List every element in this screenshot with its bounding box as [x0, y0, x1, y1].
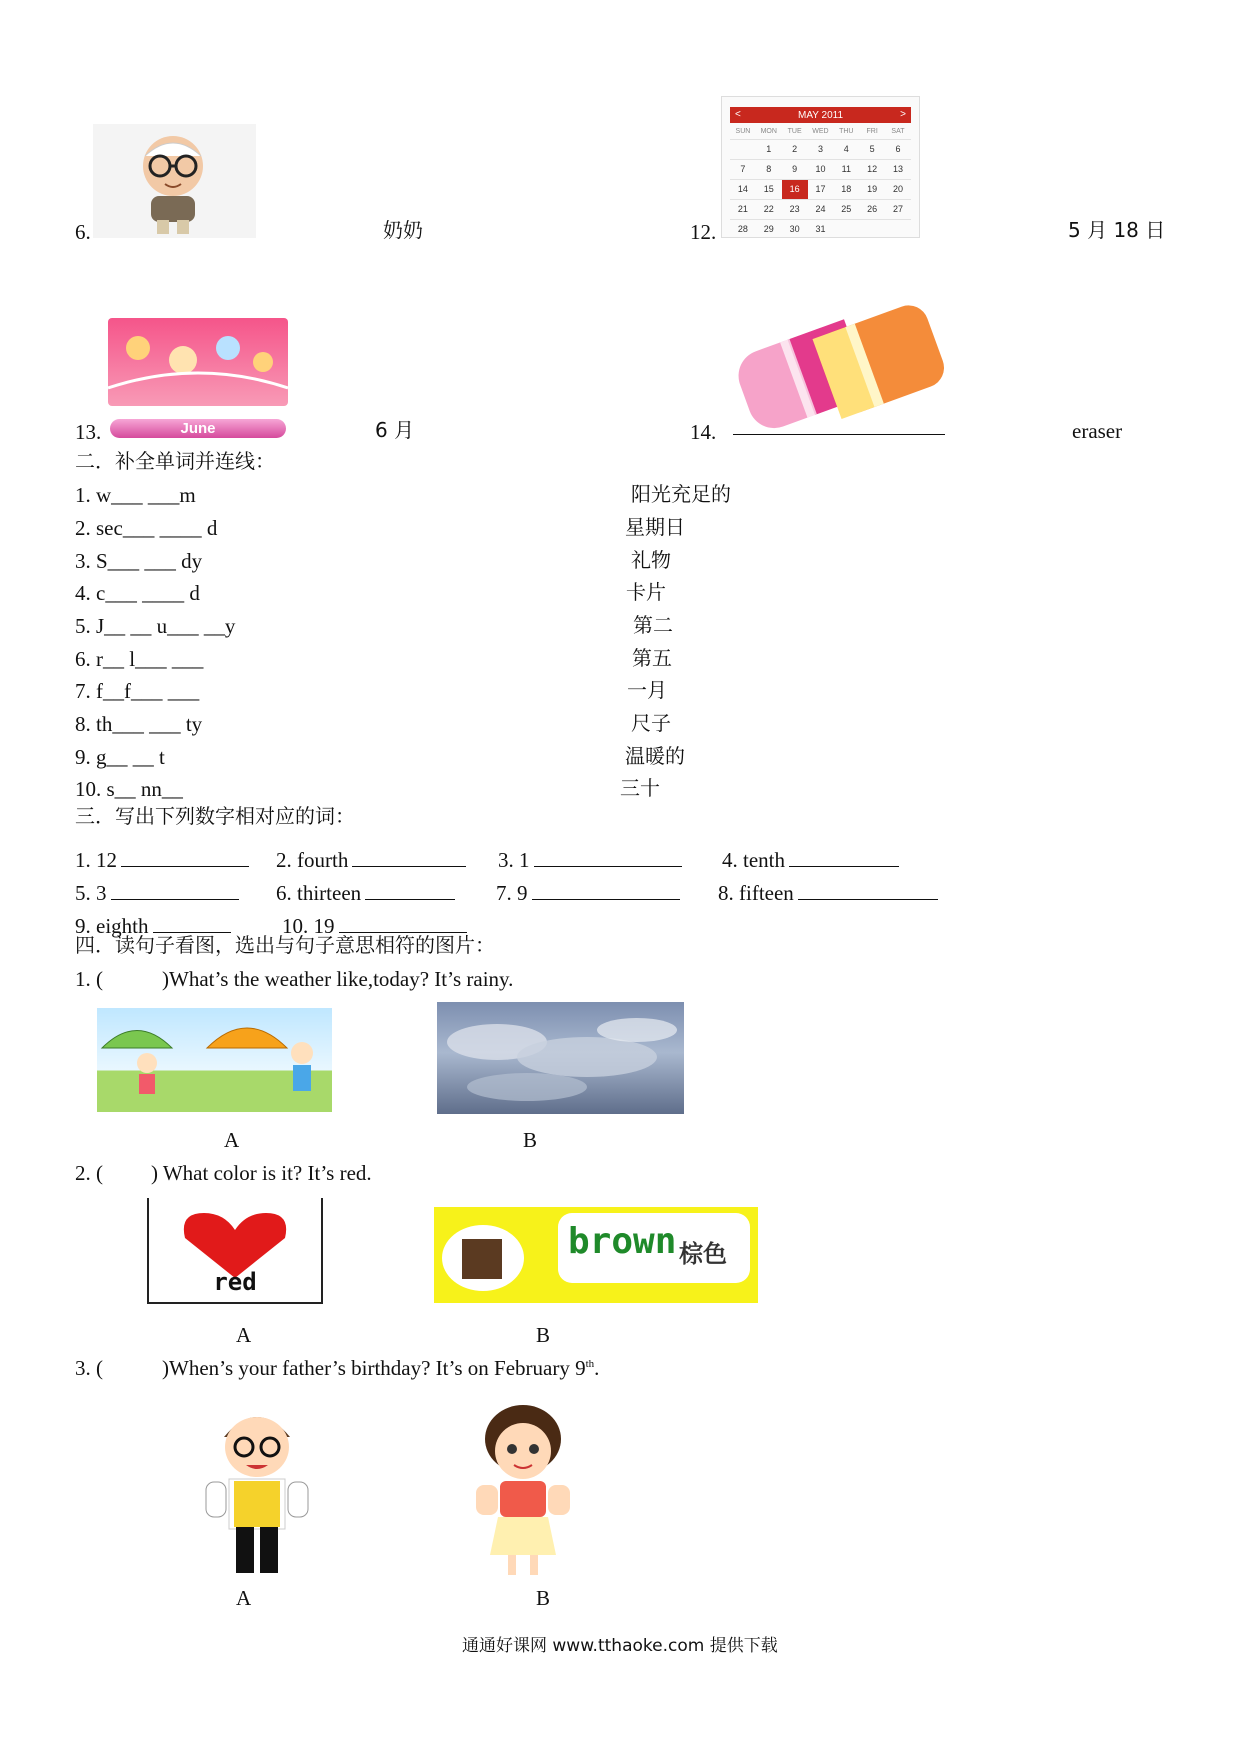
calendar-weekday: TUE [787, 128, 802, 135]
calendar-grid [730, 125, 911, 238]
calendar-day: 20 [892, 184, 903, 194]
calendar-week-row [730, 139, 911, 159]
calendar-month: MAY 2011 [797, 110, 844, 121]
section-2-heading: 二．补全单词并连线： [75, 449, 275, 473]
match-meaning-item: 礼物 [631, 548, 671, 572]
match-meaning-item: 温暖的 [625, 744, 685, 768]
calendar-day: 23 [789, 204, 800, 214]
match-meaning-item: 一月 [627, 678, 667, 702]
answer-line[interactable] [121, 865, 249, 867]
q3-image-a-father[interactable] [194, 1397, 320, 1577]
calendar-weekday: MON [760, 128, 777, 135]
calendar-day: 22 [763, 204, 774, 214]
q2-image-b-brown[interactable] [434, 1207, 758, 1303]
q2-image-a-word: red [213, 1268, 257, 1296]
answer-line[interactable] [789, 865, 899, 867]
q2-prefix: 2. ( [75, 1161, 103, 1185]
match-meaning-item: 阳光充足的 [631, 482, 731, 506]
calendar-week-row [730, 179, 911, 199]
calendar-week-row [730, 199, 911, 219]
number-word-item [498, 850, 682, 871]
fill-word-item: 10. s__ nn__ [75, 777, 183, 801]
calendar-day: 1 [766, 144, 772, 154]
number-word-item [75, 883, 239, 904]
calendar-day: 15 [763, 184, 774, 194]
fill-word-item: 6. r__ l___ ___ [75, 647, 204, 671]
number-word-item [496, 883, 680, 904]
brown-swatch [462, 1239, 502, 1279]
number-word-item [75, 850, 249, 871]
calendar-next-icon: > [900, 109, 906, 120]
calendar-day [833, 220, 859, 238]
fill-word-item: 7. f__f___ ___ [75, 679, 200, 703]
calendar-day: 28 [737, 224, 748, 234]
calendar-day: 9 [792, 164, 798, 174]
number-word-label: 6. thirteen [276, 881, 362, 905]
eraser-image [733, 292, 953, 440]
item-13-word: 6 月 [375, 418, 415, 442]
q1-label-b: B [523, 1128, 538, 1152]
calendar-day [859, 220, 885, 238]
calendar-day: 7 [740, 164, 746, 174]
calendar-weekday: FRI [866, 128, 878, 135]
q3-text-main: )When’s your father’s birthday? It’s on February 9 [162, 1356, 586, 1380]
calendar-day: 3 [817, 144, 823, 154]
june-image [108, 318, 288, 440]
calendar-day [730, 140, 756, 159]
number-word-label: 9. eighth [75, 914, 149, 938]
number-word-label: 4. tenth [722, 848, 785, 872]
answer-line[interactable] [532, 898, 680, 900]
calendar-header [730, 107, 911, 123]
calendar-day: 16 [782, 180, 808, 199]
match-meaning-item: 星期日 [625, 515, 685, 539]
calendar-day: 21 [737, 204, 748, 214]
calendar-day: 13 [892, 164, 903, 174]
calendar-day: 29 [763, 224, 774, 234]
fill-word-item: 3. S___ ___ dy [75, 549, 203, 573]
calendar-day: 4 [843, 144, 849, 154]
calendar-day: 8 [766, 164, 772, 174]
q1-prefix: 1. ( [75, 967, 103, 991]
answer-line[interactable] [352, 865, 466, 867]
grandpa-image [93, 124, 256, 238]
fill-word-item: 4. c___ ____ d [75, 581, 200, 605]
section-4-heading: 四．读句子看图，选出与句子意思相符的图片： [75, 933, 495, 957]
q3-text-end: . [594, 1356, 600, 1380]
section-3-heading: 三．写出下列数字相对应的词： [75, 804, 355, 828]
q1-image-a-rainy[interactable] [97, 1008, 332, 1112]
number-word-label: 3. 1 [498, 848, 530, 872]
number-word-label: 7. 9 [496, 881, 528, 905]
calendar-day: 14 [737, 184, 748, 194]
calendar-day: 25 [841, 204, 852, 214]
calendar-day: 10 [815, 164, 826, 174]
june-banner: June [110, 419, 286, 438]
calendar-day: 17 [815, 184, 826, 194]
item-12-number: 12. [690, 220, 717, 244]
number-word-item [276, 850, 466, 871]
q3-label-b: B [536, 1586, 551, 1610]
fill-word-item: 8. th___ ___ ty [75, 712, 203, 736]
q3-text [162, 1358, 599, 1379]
item-13-number: 13. [75, 420, 102, 444]
calendar-day: 24 [815, 204, 826, 214]
calendar-day: 26 [867, 204, 878, 214]
number-word-item [276, 883, 455, 904]
calendar-weekday: WED [812, 128, 829, 135]
q3-label-a: A [236, 1586, 252, 1610]
item-14-number: 14. [690, 420, 717, 444]
q3-text-sup: th [585, 1358, 595, 1370]
q2-label-a: A [236, 1323, 252, 1347]
calendar-weekday: SAT [891, 128, 905, 135]
calendar-day: 2 [792, 144, 798, 154]
item-12-word: 5 月 18 日 [1068, 218, 1166, 242]
calendar-day: 31 [815, 224, 826, 234]
calendar-week-row [730, 159, 911, 179]
footer: 通通好课网 www.tthaoke.com 提供下载 [462, 1636, 778, 1656]
answer-line[interactable] [111, 898, 239, 900]
calendar-day: 30 [789, 224, 800, 234]
q2-label-b: B [536, 1323, 551, 1347]
number-word-item [718, 883, 938, 904]
number-word-label: 10. 19 [282, 914, 335, 938]
calendar-day [885, 220, 911, 238]
q2-image-b-cn: 棕色 [679, 1240, 727, 1268]
item-6-number: 6. [75, 220, 91, 244]
match-meaning-item: 卡片 [626, 580, 666, 604]
calendar-day: 12 [867, 164, 878, 174]
item-14-answer-line[interactable] [733, 433, 945, 435]
calendar-day: 6 [895, 144, 901, 154]
number-word-label: 5. 3 [75, 881, 107, 905]
calendar-prev-icon: < [735, 109, 741, 120]
q3-prefix: 3. ( [75, 1356, 103, 1380]
calendar-day: 27 [892, 204, 903, 214]
answer-line[interactable] [798, 898, 938, 900]
number-word-label: 2. fourth [276, 848, 349, 872]
match-meaning-item: 尺子 [631, 711, 671, 735]
match-meaning-item: 三十 [620, 776, 660, 800]
number-word-item [722, 850, 899, 871]
fill-word-item: 5. J__ __ u___ __y [75, 614, 236, 638]
q1-label-a: A [224, 1128, 240, 1152]
q1-image-b-cloudy[interactable] [437, 1002, 684, 1114]
calendar-weekday: THU [839, 128, 854, 135]
match-meaning-item: 第五 [632, 646, 672, 670]
match-meaning-item: 第二 [633, 613, 673, 637]
fill-word-item: 9. g__ __ t [75, 745, 165, 769]
calendar-weekday-row [730, 125, 911, 139]
calendar-day: 19 [867, 184, 878, 194]
calendar-day: 18 [841, 184, 852, 194]
fill-word-item: 1. w___ ___m [75, 483, 196, 507]
calendar-weekday: SUN [735, 128, 751, 135]
number-word-label: 8. fifteen [718, 881, 794, 905]
q2-image-b-word: brown [568, 1221, 677, 1262]
item-14-word: eraser [1072, 419, 1123, 443]
q3-image-b-mother[interactable] [448, 1397, 598, 1577]
calendar-day: 5 [869, 144, 875, 154]
calendar-image [721, 96, 920, 238]
item-6-word: 奶奶 [383, 218, 423, 242]
q1-text: )What’s the weather like,today? It’s rainy. [162, 967, 514, 991]
calendar-day: 11 [841, 164, 851, 174]
q2-image-a-red[interactable] [147, 1198, 323, 1304]
number-word-label: 1. 12 [75, 848, 117, 872]
answer-line[interactable] [534, 865, 682, 867]
q2-text: ) What color is it? It’s red. [151, 1161, 372, 1185]
calendar-week-row [730, 219, 911, 238]
fill-word-item: 2. sec___ ____ d [75, 516, 218, 540]
answer-line[interactable] [365, 898, 455, 900]
